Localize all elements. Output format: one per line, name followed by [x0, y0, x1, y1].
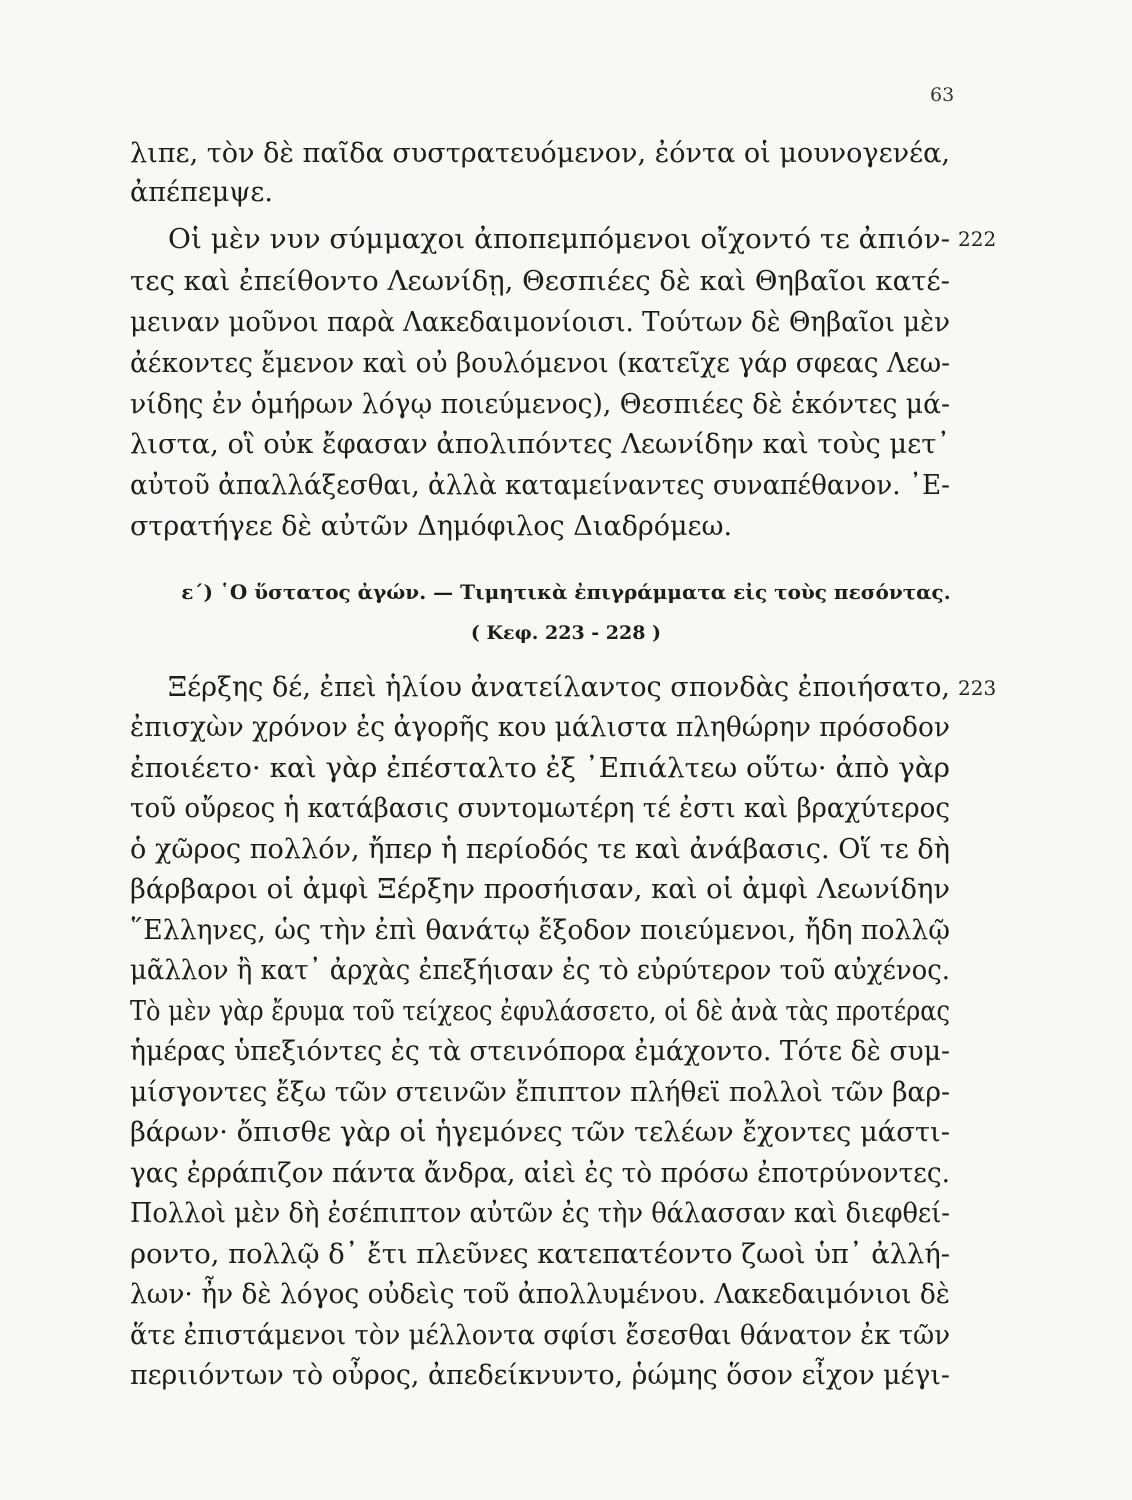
line-text: ἡμέρας ὑπεξιόντες ἐς τὰ στεινόπορα ἐμάχοντο. Τότε δὲ συμ-: [130, 1036, 950, 1067]
line-text: στρατήγεε δὲ αὐτῶν Δημόφιλος Διαδρόμεω.: [130, 511, 733, 542]
text-line: [130, 1113, 950, 1153]
line-text: ροντο, πολλῷ δ᾽ ἔτι πλεῦνες κατεπατέοντο ζωοὶ ὑπ᾽ ἀλλή-: [130, 1239, 950, 1270]
section-heading: ε´) ῾Ο ὕστατος ἀγών. — Τιμητικὰ ἐπιγράμματα εἰς τοὺς πεσόντας.: [181, 580, 951, 604]
text-line: [130, 992, 950, 1032]
line-text: Πολλοὶ μὲν δὴ ἐσέπιπτον αὐτῶν ἐς τὴν θάλασσαν καὶ διεφθεί-: [130, 1198, 950, 1229]
line-text: ἐποιέετο· καὶ γὰρ ἐπέσταλτο ἐξ ᾽Επιάλτεω οὕτω· ἀπὸ γὰρ: [130, 753, 951, 784]
line-text: ἅτε ἐπιστάμενοι τὸν μέλλοντα σφίσι ἔσεσθαι θάνατον ἐκ τῶν: [130, 1320, 950, 1351]
text-line: [168, 668, 950, 708]
text-line: [130, 951, 950, 991]
line-text: λων· ἦν δὲ λόγος οὐδεὶς τοῦ ἀπολλυμένου. Λακεδαιμόνιοι δὲ: [130, 1279, 950, 1310]
line-text: ἀέκοντες ἔμενον καὶ οὐ βουλόμενοι (κατεῖχε γάρ σφεας Λεω-: [130, 348, 950, 379]
text-line: [130, 1154, 950, 1194]
line-text: λιστα, οἳ οὐκ ἔφασαν ἀπολιπόντες Λεωνίδην καὶ τοὺς μετ᾽: [130, 429, 950, 460]
line-text: περιιόντων τὸ οὖρος, ἀπεδείκνυντο, ῥώμης ὅσον εἶχον μέγι-: [130, 1360, 950, 1391]
line-text: μίσγοντες ἔξω τῶν στεινῶν ἔπιπτον πλήθεϊ πολλοὶ τῶν βαρ-: [130, 1077, 950, 1108]
line-text: μᾶλλον ἢ κατ᾽ ἀρχὰς ἐπεξήισαν ἐς τὸ εὐρύτερον τοῦ αὐχένος.: [130, 955, 950, 986]
text-line: [130, 507, 950, 547]
text-line: [130, 262, 950, 302]
text-line: [130, 1235, 950, 1275]
line-text: γας ἐρράπιζον πάντα ἄνδρα, αἰεὶ ἐς τὸ πρόσω ἐποτρύνοντες.: [130, 1158, 950, 1189]
line-text: ἐπισχὼν χρόνον ἐς ἀγορῆς κου μάλιστα πληθώρην πρόσοδον: [130, 712, 950, 743]
text-line: [130, 1316, 950, 1356]
page-number: 63: [930, 84, 955, 106]
chapter-number: 223: [958, 676, 997, 700]
text-line: [130, 466, 950, 506]
text-line: [130, 425, 950, 465]
text-line: [130, 134, 950, 174]
line-text: βάρβαροι οἱ ἀμφὶ Ξέρξην προσήισαν, καὶ οἱ ἀμφὶ Λεωνίδην: [130, 874, 950, 905]
text-line: [130, 1275, 950, 1315]
line-text: τοῦ οὔρεος ἡ κατάβασις συντομωτέρη τέ ἐστι καὶ βραχύτερος: [130, 793, 950, 824]
text-line: [130, 830, 950, 870]
text-line: [130, 708, 950, 748]
text-line: [130, 303, 950, 343]
line-text: ἀπέπεμψε.: [130, 177, 273, 208]
text-line: [130, 344, 950, 384]
text-line: [130, 1194, 950, 1234]
line-text: Τὸ μὲν γὰρ ἔρυμα τοῦ τείχεος ἐφυλάσσετο, οἱ δὲ ἀνὰ τὰς προτέρας: [130, 996, 950, 1027]
chapter-number: 222: [958, 227, 997, 251]
line-text: αὐτοῦ ἀπαλλάξεσθαι, ἀλλὰ καταμείναντες συναπέθανον. ᾽Ε-: [130, 470, 950, 501]
text-line: [130, 385, 950, 425]
line-text: Ξέρξης δέ, ἐπεὶ ἡλίου ἀνατείλαντος σπονδὰς ἐποιήσατο,: [168, 672, 951, 703]
text-line: [130, 1032, 950, 1072]
line-text: μειναν μοῦνοι παρὰ Λακεδαιμονίοισι. Τούτων δὲ Θηβαῖοι μὲν: [130, 307, 950, 338]
text-line: [130, 1356, 950, 1396]
line-text: τες καὶ ἐπείθοντο Λεωνίδῃ, Θεσπιέες δὲ καὶ Θηβαῖοι κατέ-: [130, 266, 950, 297]
text-line: [130, 1073, 950, 1113]
line-text: βάρων· ὄπισθε γὰρ οἱ ἡγεμόνες τῶν τελέων ἔχοντες μάστι-: [130, 1117, 950, 1148]
text-line: [130, 789, 950, 829]
text-line: [130, 749, 950, 789]
text-line: [130, 173, 950, 213]
text-line: [130, 870, 950, 910]
line-text: Οἱ μὲν νυν σύμμαχοι ἀποπεμπόμενοι οἴχοντό τε ἀπιόν-: [168, 224, 950, 255]
section-chapters: ( Κεφ. 223 - 228 ): [470, 622, 662, 644]
text-line: [130, 911, 950, 951]
text-line: [168, 220, 950, 260]
line-text: ὁ χῶρος πολλόν, ἤπερ ἡ περίοδός τε καὶ ἀνάβασις. Οἵ τε δὴ: [130, 834, 950, 865]
line-text: λιπε, τὸν δὲ παῖδα συστρατευόμενον, ἐόντα οἱ μουνογενέα,: [130, 138, 950, 169]
line-text: ῞Ελληνες, ὡς τὴν ἐπὶ θανάτῳ ἔξοδον ποιεύμενοι, ἤδη πολλῷ: [130, 915, 950, 946]
line-text: νίδης ἐν ὁμήρων λόγῳ ποιεύμενος), Θεσπιέες δὲ ἑκόντες μά-: [130, 389, 950, 420]
